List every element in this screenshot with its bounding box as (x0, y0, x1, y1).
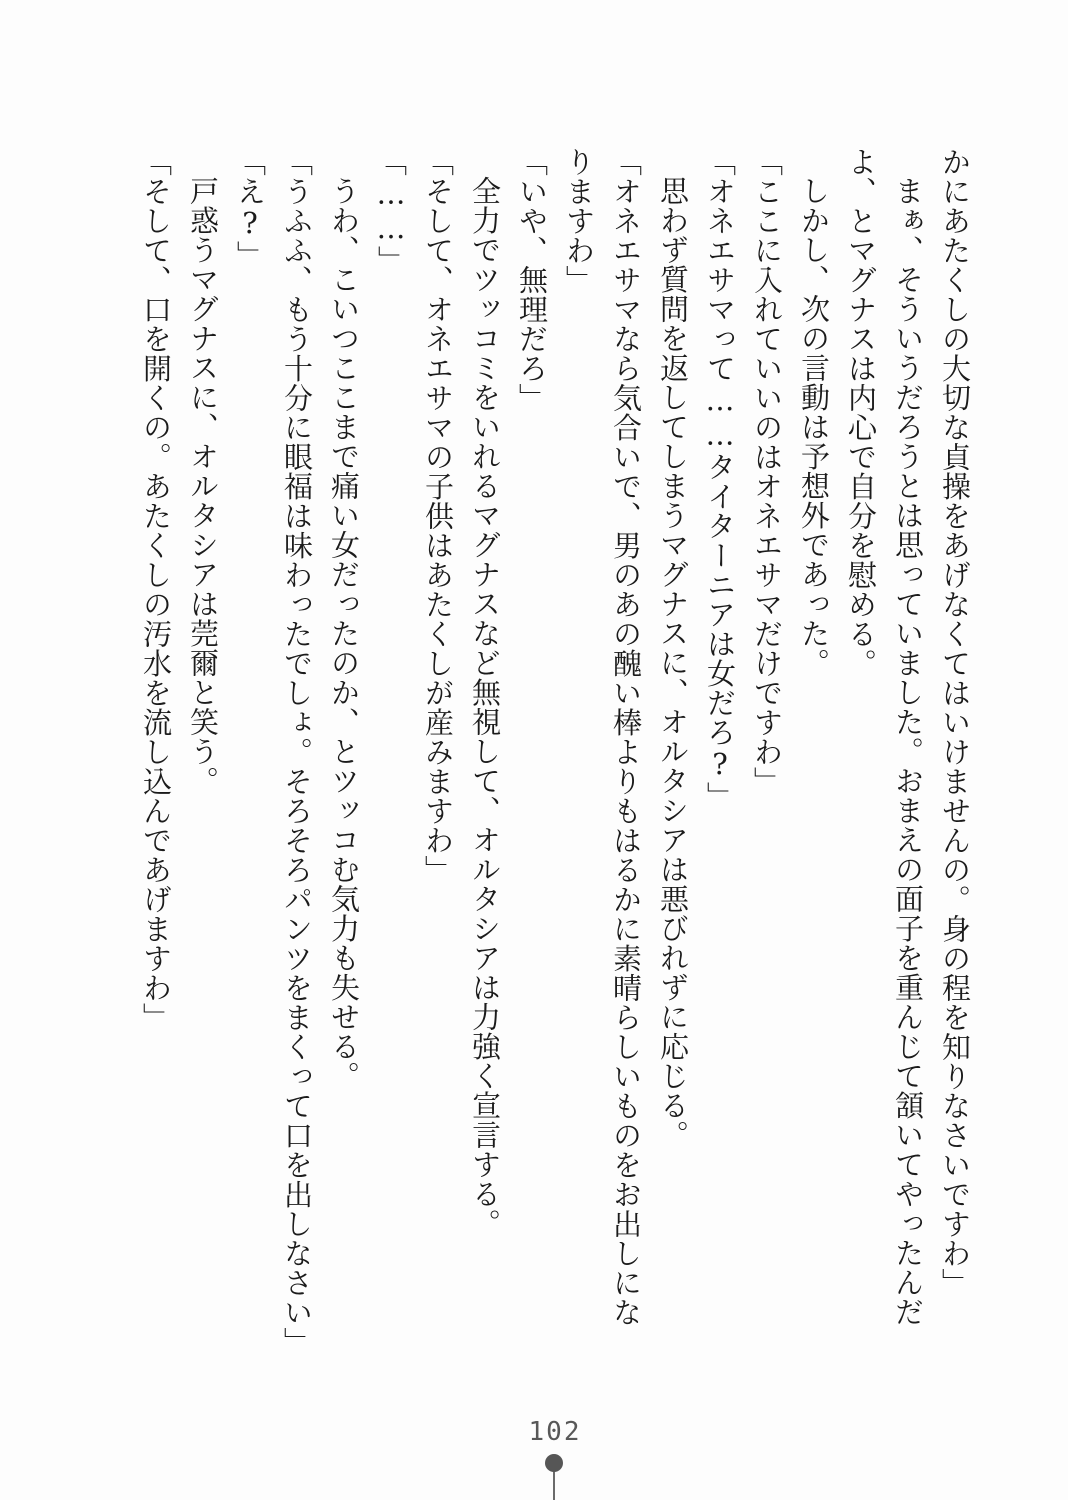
text-line: 「……」 (374, 147, 408, 275)
text-body (132, 147, 978, 1377)
text-line: 「オネエサマなら気合いで、男のあの醜い棒よりもはるかに素晴らしいものをお出しにな (609, 147, 643, 1327)
text-line: りますわ」 (562, 147, 596, 295)
text-line: 「うふふ、もう十分に眼福は味わったでしょ。そろそろパンツをまくって口を出しなさい」 (280, 147, 314, 1357)
text-line: 戸惑うマグナスに、オルタシアは莞爾と笑う。 (186, 176, 220, 796)
footer-dot-marker (545, 1454, 563, 1472)
text-line: うわ、こいつここまで痛い女だったのか、とツッコむ気力も失せる。 (327, 176, 361, 1091)
text-line: 「オネエサマって……タイターニアは女だろ?」 (703, 147, 737, 811)
text-line: 「いや、無理だろ」 (515, 147, 549, 413)
text-line: 「そして、口を開くの。あたくしの汚水を流し込んであげますわ」 (139, 147, 173, 1032)
text-line: まぁ、そういうだろうとは思っていました。おまえの面子を重んじて頷いてやったんだ (891, 176, 925, 1327)
text-line: 全力でツッコミをいれるマグナスなど無視して、オルタシアは力強く宣言する。 (468, 176, 502, 1238)
text-line: かにあたくしの大切な貞操をあげなくてはいけませんの。身の程を知りなさいですわ」 (938, 147, 972, 1298)
page-number: 102 (528, 1417, 582, 1447)
text-line: しかし、次の言動は予想外であった。 (797, 176, 831, 678)
text-line: よ、とマグナスは内心で自分を慰める。 (844, 147, 878, 678)
text-line: 「そして、オネエサマの子供はあたくしが産みますわ」 (421, 147, 455, 885)
text-line: 「ここに入れていいのはオネエサマだけですわ」 (750, 147, 784, 796)
text-line: 思わず質問を返してしまうマグナスに、オルタシアは悪びれずに応じる。 (656, 176, 690, 1150)
text-line: 「え?」 (233, 147, 267, 270)
